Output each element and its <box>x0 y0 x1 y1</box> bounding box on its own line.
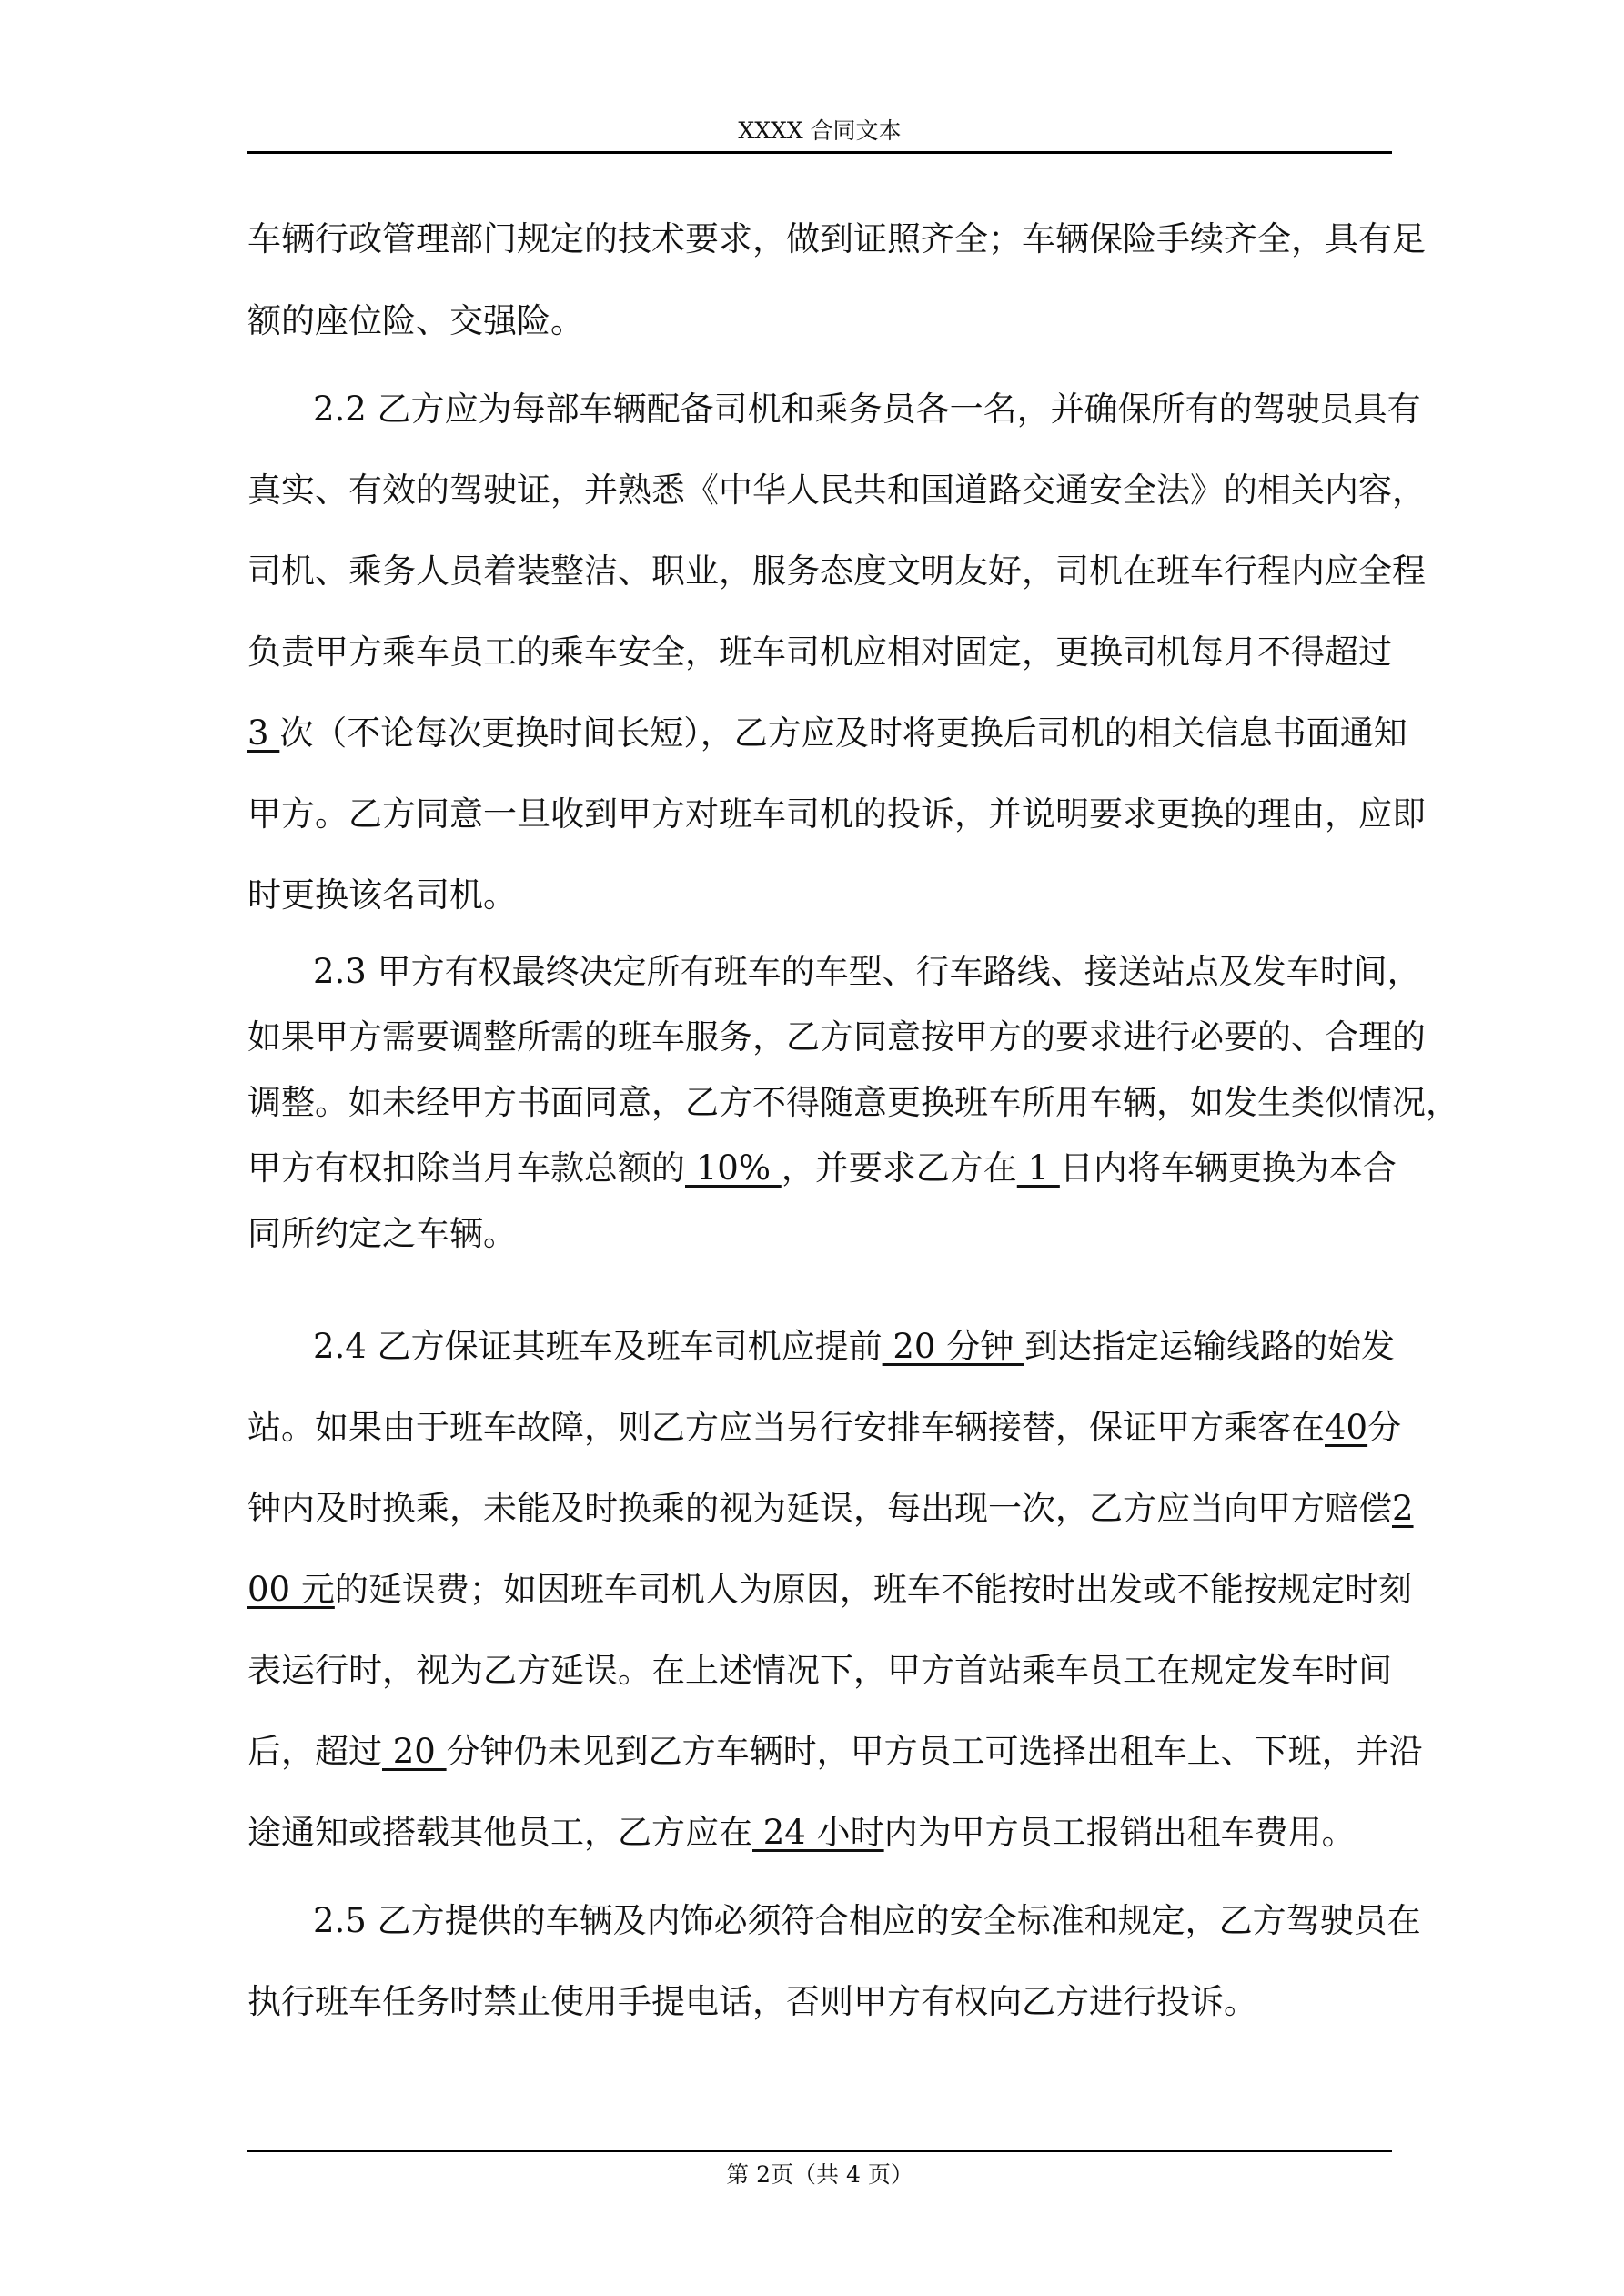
filled-value: 3 <box>247 713 280 753</box>
clause-2-3-line: 2.3 甲方有权最终决定所有班车的车型、行车路线、接送站点及发车时间， <box>313 952 1421 991</box>
body-line: 额的座位险、交强险。 <box>247 301 584 340</box>
filled-value: 20 分钟 <box>882 1327 1024 1366</box>
filled-value: 10% <box>685 1148 782 1188</box>
text-segment: 到达指定运输线路的始发 <box>1024 1327 1395 1366</box>
clause-2-3-line: 调整。如未经甲方书面同意，乙方不得随意更换班车所用车辆，如发生类似情况， <box>247 1083 1459 1122</box>
clause-2-5-line: 执行班车任务时禁止使用手提电话，否则甲方有权向乙方进行投诉。 <box>247 1982 1257 2021</box>
clause-2-2-line: 司机、乘务人员着装整洁、职业，服务态度文明友好，司机在班车行程内应全程 <box>247 551 1426 591</box>
filled-value: 40 <box>1325 1408 1368 1447</box>
text-segment: 分 <box>1367 1408 1402 1447</box>
filled-value: 1 <box>1016 1148 1060 1188</box>
clause-2-5-line: 2.5 乙方提供的车辆及内饰必须符合相应的安全标准和规定，乙方驾驶员在 <box>313 1901 1421 1940</box>
text-segment: 甲方有权扣除当月车款总额的 <box>247 1148 685 1188</box>
text-segment: 的延误费；如因班车司机人为原因，班车不能按时出发或不能按规定时刻 <box>334 1570 1412 1609</box>
page-number: 第 2页（共 4 页） <box>726 2161 913 2188</box>
filled-value: 2 <box>1392 1489 1414 1528</box>
clause-2-4-line <box>247 1807 1392 1858</box>
text-segment: 2.4 乙方保证其班车及班车司机应提前 <box>313 1327 883 1366</box>
filled-value: 24 小时 <box>752 1813 884 1852</box>
body-line: 车辆行政管理部门规定的技术要求，做到证照齐全；车辆保险手续齐全，具有足 <box>247 219 1426 258</box>
text-segment: 站。如果由于班车故障，则乙方应当另行安排车辆接替，保证甲方乘客在 <box>247 1408 1325 1447</box>
clause-2-2-line <box>247 708 1407 759</box>
page-header: XXXX 合同文本 <box>738 117 902 144</box>
filled-value: 00 元 <box>247 1570 335 1609</box>
clause-2-4-line <box>247 1564 1412 1615</box>
clause-2-2-line: 时更换该名司机。 <box>247 875 517 915</box>
text-segment: 日内将车辆更换为本合 <box>1059 1148 1397 1188</box>
clause-2-4-line <box>247 1402 1402 1453</box>
filled-value: 20 <box>382 1732 447 1771</box>
clause-2-2-line: 2.2 乙方应为每部车辆配备司机和乘务员各一名，并确保所有的驾驶员具有 <box>313 389 1421 429</box>
clause-2-4-line: 表运行时，视为乙方延误。在上述情况下，甲方首站乘车员工在规定发车时间 <box>247 1651 1392 1690</box>
text-segment: ，并要求乙方在 <box>781 1148 1017 1188</box>
clause-2-2-line: 真实、有效的驾驶证，并熟悉《中华人民共和国道路交通安全法》的相关内容， <box>247 470 1426 510</box>
footer-rule <box>247 2150 1392 2152</box>
clause-2-2-line <box>247 627 1392 678</box>
text-segment: 负责甲方乘车员工的乘车安全，班车司机应相对固定，更换司机每月不得超过 <box>247 632 1392 672</box>
clause-2-4-line <box>247 1726 1423 1777</box>
text-segment: 途通知或搭载其他员工，乙方应在 <box>247 1813 752 1852</box>
clause-2-3-line: 同所约定之车辆。 <box>247 1214 517 1253</box>
clause-2-3-line: 如果甲方需要调整所需的班车服务，乙方同意按甲方的要求进行必要的、合理的 <box>247 1017 1426 1057</box>
text-segment: 后，超过 <box>247 1732 382 1771</box>
clause-2-2-line: 甲方。乙方同意一旦收到甲方对班车司机的投诉，并说明要求更换的理由，应即 <box>247 794 1426 834</box>
text-segment: 内为甲方员工报销出租车费用。 <box>883 1813 1356 1852</box>
text-segment: 分钟仍未见到乙方车辆时，甲方员工可选择出租车上、下班，并沿 <box>446 1732 1423 1771</box>
clause-2-3-line <box>247 1143 1397 1194</box>
text-segment: 钟内及时换乘，未能及时换乘的视为延误，每出现一次，乙方应当向甲方赔偿 <box>247 1489 1392 1528</box>
clause-2-4-line <box>247 1483 1414 1534</box>
header-rule <box>247 151 1392 154</box>
clause-2-4-line <box>313 1321 1395 1372</box>
text-segment: 次（不论每次更换时间长短），乙方应及时将更换后司机的相关信息书面通知 <box>279 713 1407 753</box>
